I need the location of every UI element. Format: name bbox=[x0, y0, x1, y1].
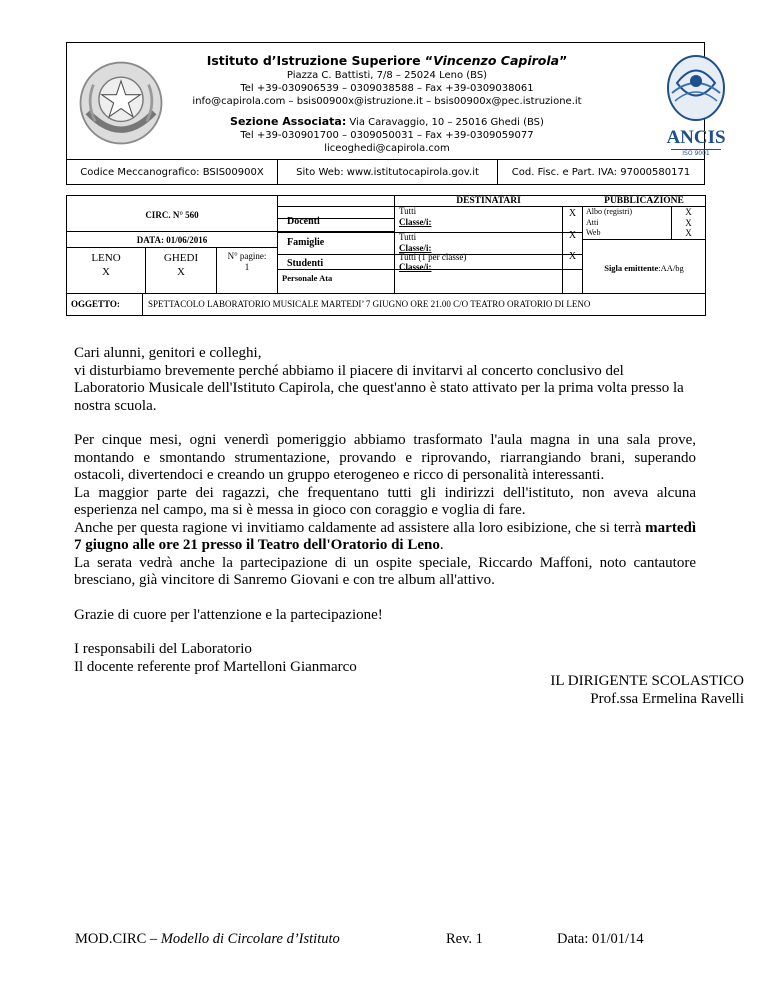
section-address-line: Sezione Associata: Via Caravaggio, 10 – 25016 Ghedi (BS) bbox=[230, 115, 544, 128]
ancis-brand: ANCIS bbox=[666, 127, 726, 148]
school-phones: Tel +39-030906539 – 0309038588 – Fax +39-0309038061 bbox=[240, 83, 534, 94]
studenti-options: Tutti (1 per classe) Classe/i: bbox=[399, 252, 467, 272]
famiglie-mark: X bbox=[568, 230, 577, 241]
principal-name: Prof.ssa Ermelina Ravelli bbox=[590, 691, 744, 707]
paragraph-invitation: Anche per questa ragione vi invitiamo caldamente ad assistere alla loro esibizione, che si terrà martedì 7 giugno alle ore 21 presso il Teatro dell'Oratorio di Leno. bbox=[74, 519, 696, 553]
signatory-teacher: Il docente referente prof Martelloni Gianmarco bbox=[74, 658, 357, 675]
pubblicazione-channels: Albo (registri) Atti Web bbox=[586, 207, 632, 237]
letterhead-main bbox=[67, 43, 726, 159]
codice-meccanografico: Codice Meccanografico: BSIS00900X bbox=[80, 167, 264, 178]
greeting: Cari alunni, genitori e colleghi, bbox=[74, 345, 262, 361]
school-address: Piazza C. Battisti, 7/8 – 25024 Leno (BS) bbox=[286, 70, 488, 81]
docenti-mark: X bbox=[568, 208, 577, 219]
ancis-logo-icon bbox=[657, 53, 735, 123]
docenti-label: Docenti bbox=[287, 216, 320, 227]
paragraph-intro: vi disturbiamo brevemente perché abbiamo il piacere di invitarvi al concerto conclusivo del Laboratorio Musicale dell'Istituto Capirola, che quest'anno è stato attivato per la prima volta presso la nostra scuola. bbox=[74, 362, 684, 414]
paragraph-students: La maggior parte dei ragazzi, che frequentano tutti gli indirizzi dell'istituto, non aveva alcuna esperienza nel campo, ma si è messa in gioco con coraggio e voglia di fare. bbox=[74, 484, 696, 518]
famiglie-options: Tutti Classe/i: bbox=[399, 232, 432, 253]
circular-date: DATA: 01/06/2016 bbox=[136, 235, 208, 245]
thanks-line: Grazie di cuore per l'attenzione e la partecipazione! bbox=[74, 606, 383, 623]
studenti-mark: X bbox=[568, 251, 577, 262]
oggetto-label: OGGETTO: bbox=[71, 299, 120, 309]
personale-ata-label: Personale Ata bbox=[282, 273, 333, 283]
destinatari-title: DESTINATARI bbox=[456, 196, 521, 206]
pubblicazione-marks: X X X bbox=[685, 207, 692, 238]
oggetto-text: SPETTACOLO LABORATORIO MUSICALE MARTEDI’ 7 GIUGNO ORE 21.00 C/O TEATRO ORATORIO DI LENO bbox=[148, 299, 591, 309]
sigla-emittente: Sigla emittente:AA/bg bbox=[604, 263, 684, 273]
sito-web: Sito Web: www.istitutocapirola.gov.it bbox=[296, 167, 479, 178]
circular-number: CIRC. N° 560 bbox=[145, 210, 199, 220]
paragraph-rehearsals: Per cinque mesi, ogni venerdì pomeriggio abbiamo trasformato l'aula magna in una sala prove, montando e smontando strumentazione, provando e riprovando, riarrangiando brani, superando ostacoli, divertendoci e creando un gruppo eterogeneo e ricco di personalità interessanti. bbox=[74, 432, 696, 483]
location-leno: LENO X bbox=[91, 252, 121, 278]
ancis-iso-logo bbox=[657, 53, 735, 157]
pubblicazione-title: PUBBLICAZIONE bbox=[604, 196, 684, 206]
school-emails: info@capirola.com – bsis00900x@istruzione.it – bsis00900x@pec.istruzione.it bbox=[192, 96, 582, 107]
principal-role: IL DIRIGENTE SCOLASTICO bbox=[550, 673, 744, 689]
section-email: liceoghedi@capirola.com bbox=[324, 143, 450, 154]
school-info bbox=[167, 53, 607, 155]
page-count: N° pagine: 1 bbox=[227, 251, 267, 272]
signatory-lab: I responsabili del Laboratorio bbox=[74, 641, 252, 657]
footer-model: MOD.CIRC – Modello di Circolare d’Istituto bbox=[75, 931, 340, 947]
iso-badge: ISO 9001 bbox=[671, 149, 721, 157]
school-name: Istituto d’Istruzione Superiore “Vincenzo Capirola” bbox=[206, 53, 568, 68]
codice-fiscale: Cod. Fisc. e Part. IVA: 97000580171 bbox=[511, 167, 691, 178]
circular-table bbox=[66, 195, 706, 316]
paragraph-guest: La serata vedrà anche la partecipazione di un ospite speciale, Riccardo Maffoni, noto cantautore bresciano, già vincitore di Sanremo Giovani e con tre album all'attivo. bbox=[74, 554, 696, 588]
footer-date: Data: 01/01/14 bbox=[557, 931, 644, 947]
letter-body bbox=[74, 345, 696, 676]
section-phones: Tel +39-030901700 – 0309050031 – Fax +39-0309059077 bbox=[240, 130, 534, 141]
letterhead bbox=[66, 42, 726, 185]
footer-revision: Rev. 1 bbox=[446, 931, 483, 947]
docenti-options: Tutti Classe/i: bbox=[399, 206, 432, 227]
studenti-label: Studenti bbox=[287, 258, 324, 269]
famiglie-label: Famiglie bbox=[287, 237, 325, 248]
location-ghedi: GHEDI X bbox=[163, 252, 199, 278]
principal-signature bbox=[490, 672, 744, 708]
italian-republic-emblem-icon bbox=[75, 57, 167, 149]
letterhead-footer bbox=[67, 159, 704, 185]
